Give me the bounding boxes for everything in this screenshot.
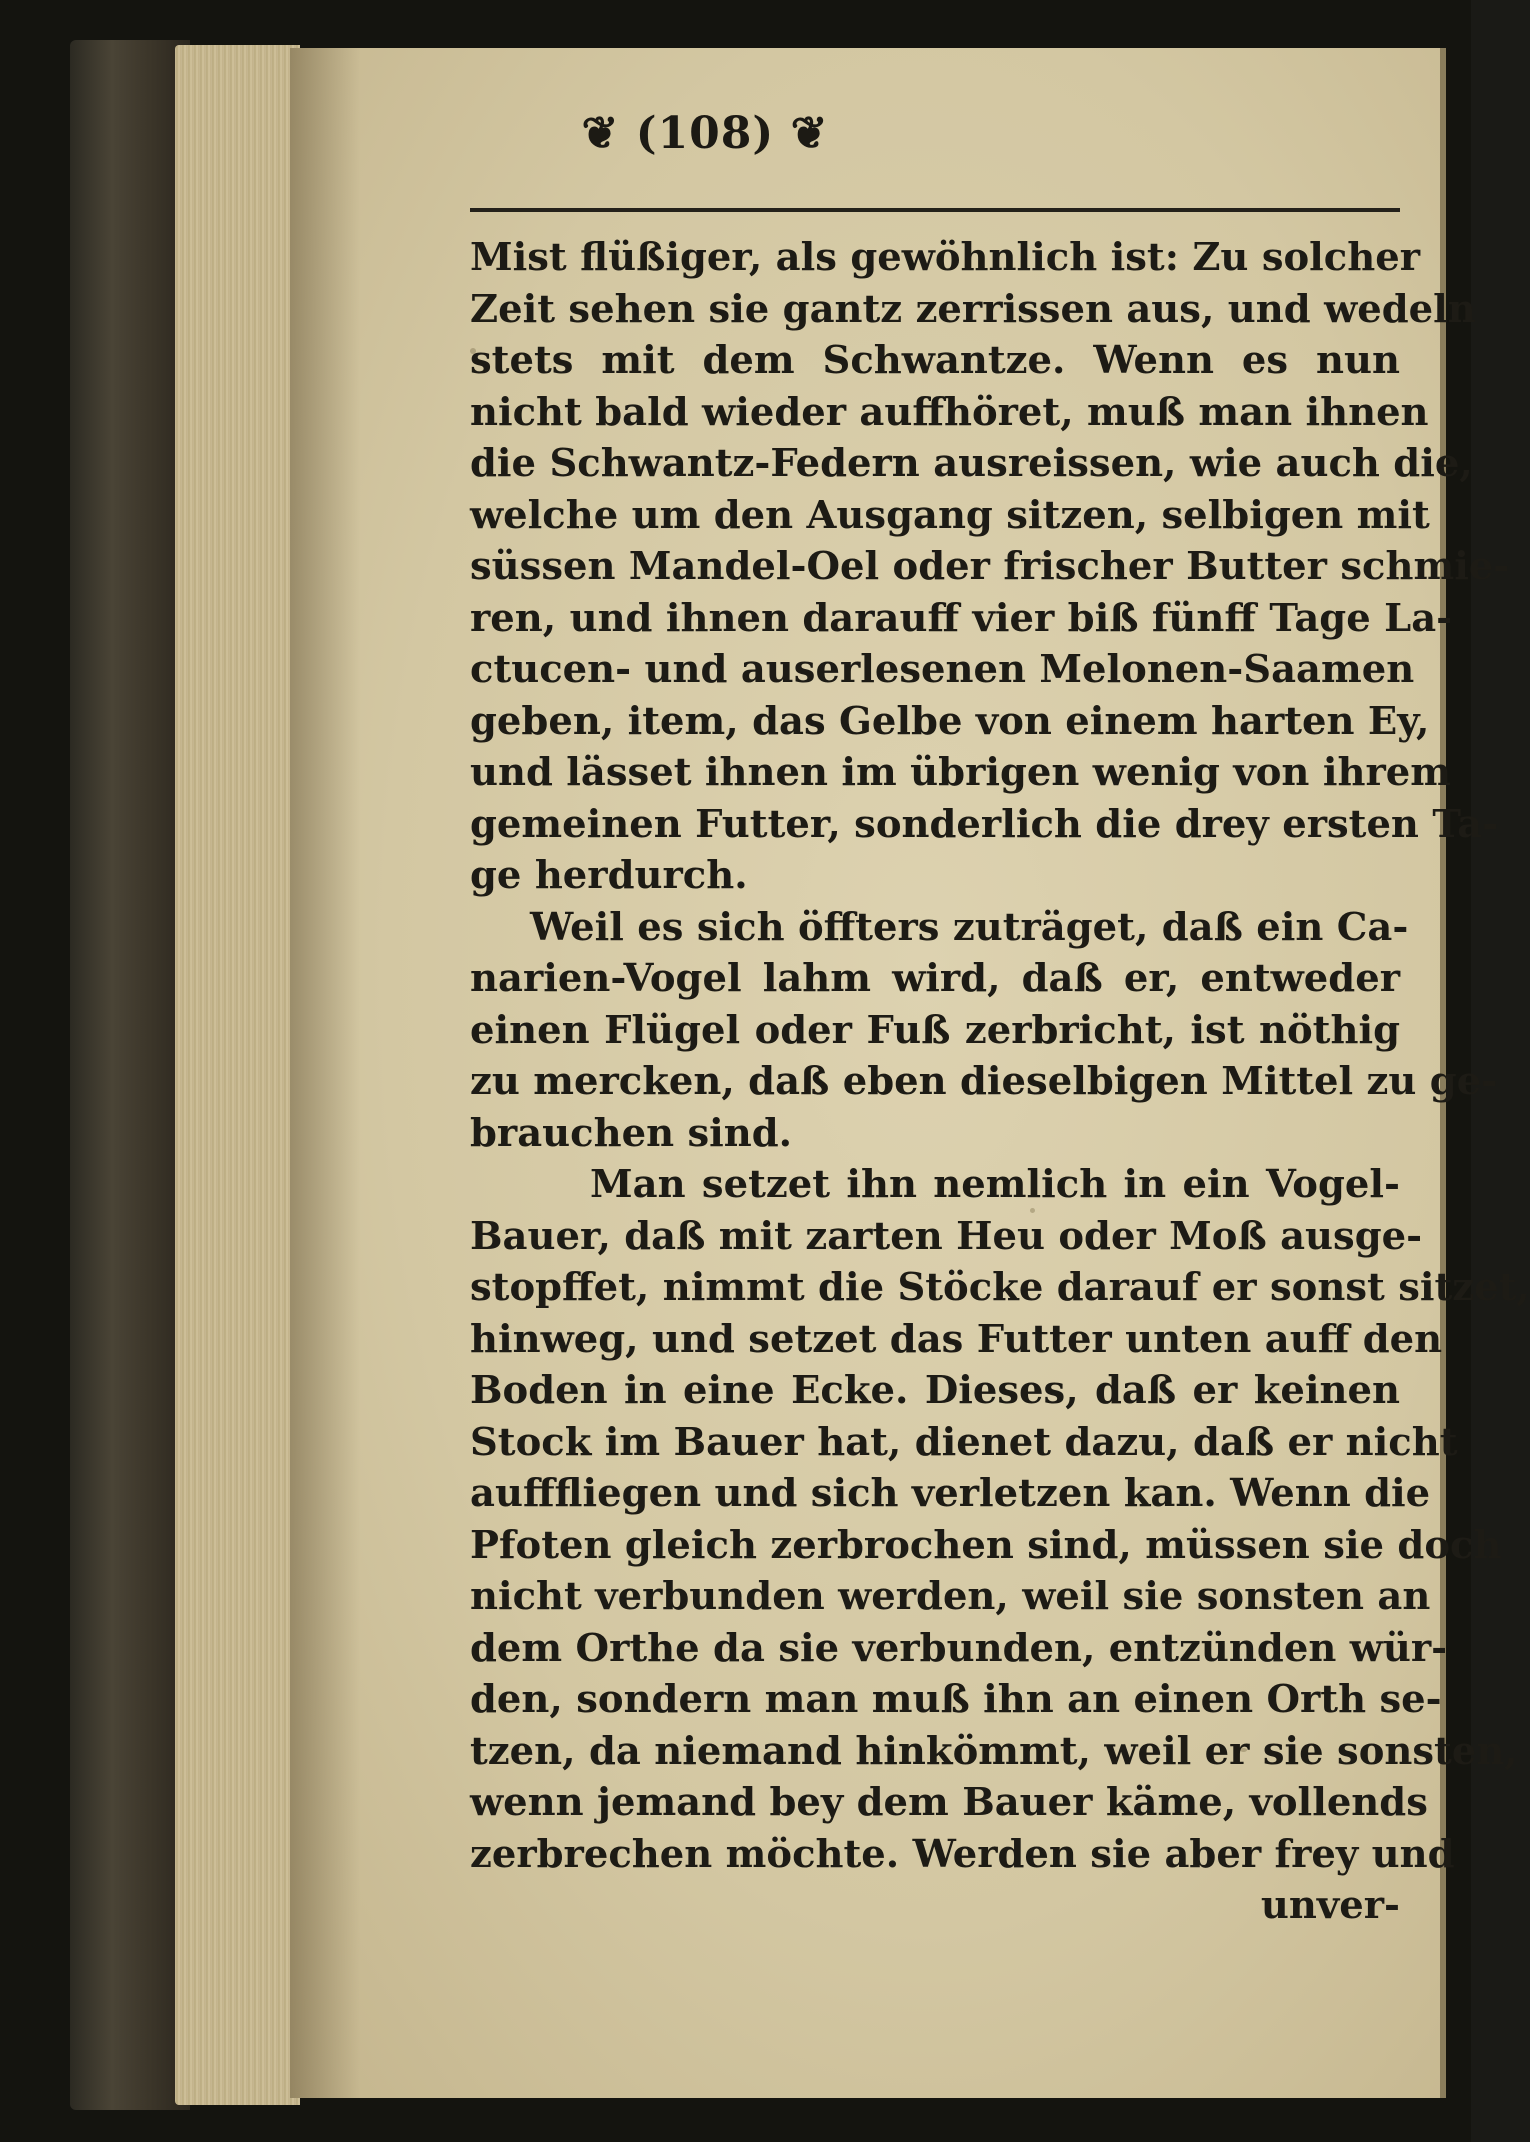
- text-line: zu mercken, daß eben dieselbigen Mittel zu ge-: [470, 1059, 1498, 1104]
- header-ornament-right: ❦: [790, 108, 829, 159]
- text-line: ren, und ihnen darauff vier biß fünff Tage La-: [470, 595, 1453, 641]
- text-line: Bauer, daß mit zarten Heu oder Moß ausge-: [470, 1213, 1423, 1259]
- text-line: und lässet ihnen im übrigen wenig von ihrem: [470, 750, 1451, 795]
- text-line: narien-Vogel lahm wird, daß er, entweder: [470, 956, 1400, 1001]
- text-line: einen Flügel oder Fuß zerbricht, ist nöthig: [470, 1007, 1400, 1053]
- text-line: die Schwantz-Federn ausreissen, wie auch die,: [470, 441, 1473, 486]
- book-cover-edge: [70, 40, 190, 2110]
- header-rule: [470, 208, 1400, 212]
- text-line: zerbrechen möchte. Werden sie aber frey und: [470, 1831, 1455, 1877]
- text-line: hinweg, und setzet das Futter unten auff den: [470, 1316, 1443, 1362]
- text-line: dem Orthe da sie verbunden, entzünden wür-: [470, 1625, 1448, 1671]
- paragraph-start-line: Weil es sich öffters zuträget, daß ein Ca-: [530, 904, 1409, 950]
- catchword: unver-: [1260, 1883, 1400, 1928]
- text-line: süssen Mandel-Oel oder frischer Butter schmie-: [470, 544, 1510, 589]
- text-line: stets mit dem Schwantze. Wenn es nun: [470, 338, 1400, 383]
- text-line: brauchen sind.: [470, 1110, 793, 1156]
- text-line: aufffliegen und sich verletzen kan. Wenn die: [470, 1471, 1431, 1516]
- text-line: Boden in eine Ecke. Dieses, daß er keinen: [470, 1368, 1400, 1413]
- text-line: Mist flüßiger, als gewöhnlich ist: Zu solcher: [470, 235, 1421, 280]
- text-line: stopffet, nimmt die Stöcke darauf er sonst sitzet,: [470, 1265, 1530, 1310]
- text-line: nicht bald wieder auffhöret, muß man ihnen: [470, 389, 1429, 435]
- text-line: wenn jemand bey dem Bauer käme, vollends: [470, 1780, 1428, 1825]
- page-header: [540, 108, 870, 159]
- text-line: gemeinen Futter, sonderlich die drey ersten Ta-: [470, 801, 1499, 847]
- text-line: ctucen- und auserlesenen Melonen-Saamen: [470, 647, 1415, 692]
- text-line: tzen, da niemand hinkömmt, weil er sie sonsten,: [470, 1728, 1518, 1774]
- header-ornament-left: ❦: [581, 108, 620, 159]
- paragraph-start-line: Man setzet ihn nemlich in ein Vogel-: [590, 1162, 1400, 1207]
- text-line: Stock im Bauer hat, dienet dazu, daß er nicht: [470, 1419, 1458, 1465]
- text-line: Zeit sehen sie gantz zerrissen aus, und wedeln: [470, 286, 1476, 332]
- text-line: ge herdurch.: [470, 853, 748, 898]
- gutter-shadow: [290, 48, 360, 2098]
- text-line: den, sondern man muß ihn an einen Orth se-: [470, 1677, 1442, 1722]
- text-line: Pfoten gleich zerbrochen sind, müssen sie doch: [470, 1522, 1502, 1568]
- page-edges: [175, 45, 300, 2105]
- page-number: (108): [635, 108, 775, 159]
- text-line: welche um den Ausgang sitzen, selbigen mit: [470, 492, 1430, 538]
- text-line: nicht verbunden werden, weil sie sonsten an: [470, 1574, 1431, 1619]
- body-text: [470, 232, 1530, 1932]
- text-line: geben, item, das Gelbe von einem harten Ey,: [470, 698, 1430, 744]
